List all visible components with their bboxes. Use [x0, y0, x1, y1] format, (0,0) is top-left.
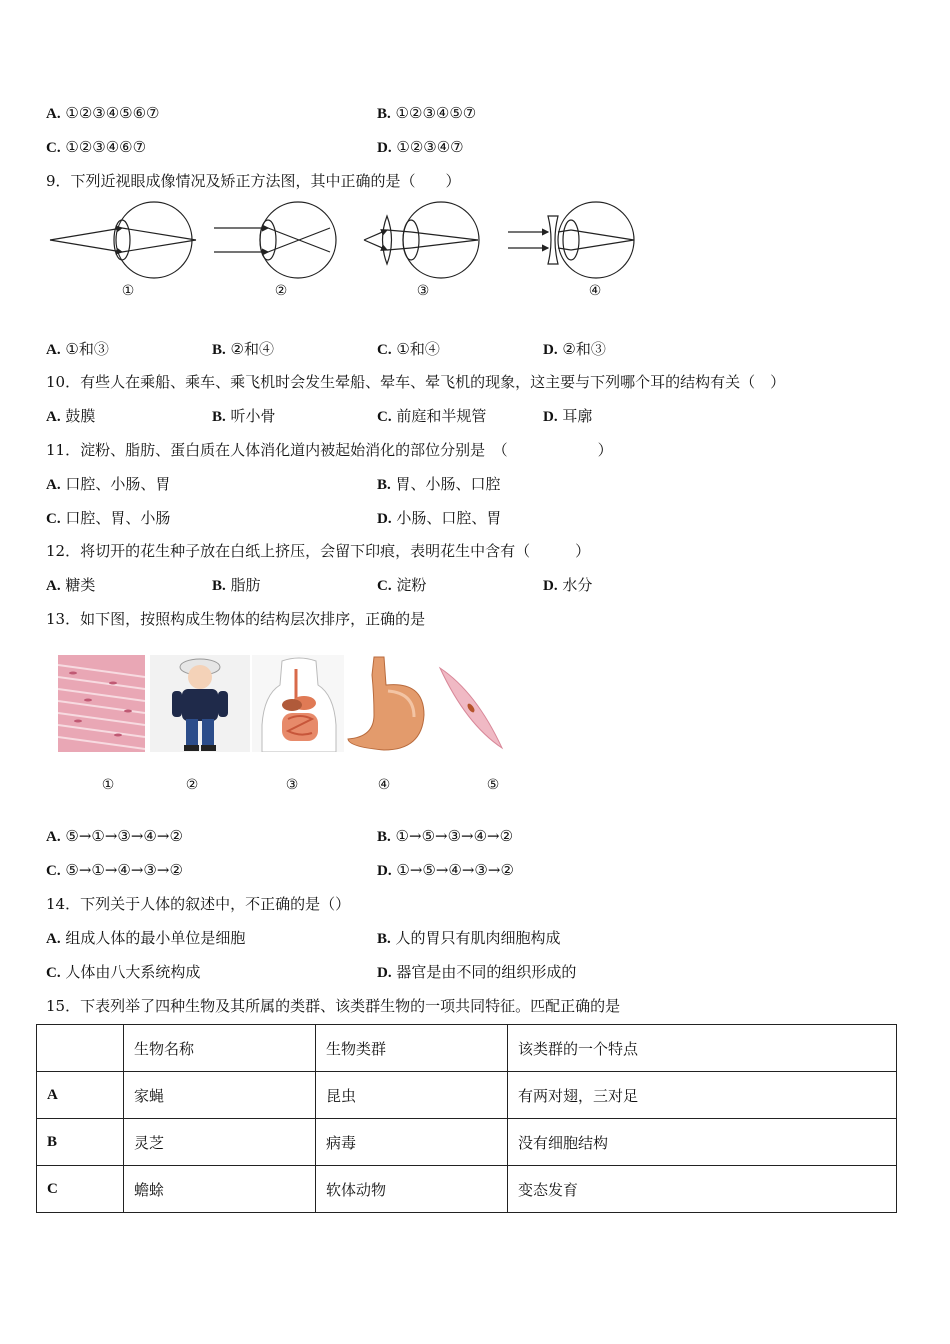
q9-stem: 9．下列近视眼成像情况及矫正方法图，其中正确的是（ ）	[46, 172, 461, 190]
q8-option-c: C. ①②③④⑥⑦	[46, 138, 147, 156]
q13-option-d: D. ①→⑤→④→③→②	[377, 861, 514, 879]
table-cell: 有两对翅，三对足	[508, 1072, 897, 1119]
q9-option-a: A. ①和③	[46, 340, 109, 358]
table-cell: 蟾蜍	[124, 1166, 316, 1213]
table-cell: 没有细胞结构	[508, 1119, 897, 1166]
table-cell: 家蝇	[124, 1072, 316, 1119]
q12-option-a: A. 糖类	[46, 576, 96, 594]
table-header-row	[37, 1025, 897, 1072]
q14-stem: 14．下列关于人体的叙述中，不正确的是（）	[46, 895, 351, 913]
q13-figure-label-1: ①	[101, 777, 115, 793]
table-header-cell	[37, 1025, 124, 1072]
table-cell: 病毒	[316, 1119, 508, 1166]
table-cell: A	[37, 1072, 124, 1119]
q9-option-b: B. ②和④	[212, 340, 274, 358]
q13-figure-label-2: ②	[185, 777, 199, 793]
q12-option-c: C. 淀粉	[377, 576, 427, 594]
q12-stem: 12．将切开的花生种子放在白纸上挤压，会留下印痕，表明花生中含有（ ）	[46, 542, 591, 560]
q9-figure-label-3: ③	[416, 283, 430, 299]
q10-option-b: B. 听小骨	[212, 407, 276, 425]
eye-diagram-4	[508, 202, 634, 278]
q14-option-a: A. 组成人体的最小单位是细胞	[46, 929, 246, 947]
table-cell: 软体动物	[316, 1166, 508, 1213]
muscle-cell-image	[436, 662, 506, 752]
child-image	[150, 655, 250, 752]
q10-stem: 10．有些人在乘船、乘车、乘飞机时会发生晕船、晕车、晕飞机的现象，这主要与下列哪个耳的结构有关（ ）	[46, 373, 786, 391]
q10-option-c: C. 前庭和半规管	[377, 407, 487, 425]
q10-option-a: A. 鼓膜	[46, 407, 96, 425]
q9-eye-diagrams	[46, 200, 646, 280]
q11-option-a: A. 口腔、小肠、胃	[46, 475, 171, 493]
q8-option-a: A. ①②③④⑤⑥⑦	[46, 104, 160, 122]
q14-option-d: D. 器官是由不同的组织形成的	[377, 963, 577, 981]
q12-option-b: B. 脂肪	[212, 576, 261, 594]
q9-figure-label-4: ④	[588, 283, 602, 299]
stomach-image	[344, 655, 430, 752]
table-cell: C	[37, 1166, 124, 1213]
table-header-cell: 生物类群	[316, 1025, 508, 1072]
q11-stem: 11．淀粉、脂肪、蛋白质在人体消化道内被起始消化的部位分别是 （ ）	[46, 441, 613, 459]
eye-diagram-2	[214, 202, 336, 278]
eye-diagram-1	[50, 202, 196, 278]
q11-option-b: B. 胃、小肠、口腔	[377, 475, 501, 493]
q14-option-c: C. 人体由八大系统构成	[46, 963, 201, 981]
table-header-cell: 生物名称	[124, 1025, 316, 1072]
table-cell: 昆虫	[316, 1072, 508, 1119]
q13-option-b: B. ①→⑤→③→④→②	[377, 827, 514, 845]
q11-option-c: C. 口腔、胃、小肠	[46, 509, 171, 527]
q9-option-c: C. ①和④	[377, 340, 440, 358]
table-row	[37, 1166, 897, 1213]
digestive-system-image	[252, 655, 346, 752]
q14-option-b: B. 人的胃只有肌肉细胞构成	[377, 929, 561, 947]
q13-figure-label-3: ③	[285, 777, 299, 793]
q9-figure-label-1: ①	[121, 283, 135, 299]
q10-option-d: D. 耳廓	[543, 407, 593, 425]
q9-figure-label-2: ②	[274, 283, 288, 299]
q15-table	[36, 1024, 897, 1213]
table-cell: 灵芝	[124, 1119, 316, 1166]
q11-option-d: D. 小肠、口腔、胃	[377, 509, 502, 527]
eye-diagram-3	[364, 202, 479, 278]
q12-option-d: D. 水分	[543, 576, 593, 594]
q13-option-c: C. ⑤→①→④→③→②	[46, 861, 183, 879]
table-cell: B	[37, 1119, 124, 1166]
q13-figure-label-4: ④	[377, 777, 391, 793]
q13-figure-label-5: ⑤	[486, 777, 500, 793]
q13-stem: 13．如下图，按照构成生物体的结构层次排序，正确的是	[46, 610, 426, 628]
q8-option-d: D. ①②③④⑦	[377, 138, 464, 156]
q15-stem: 15．下表列举了四种生物及其所属的类群、该类群生物的一项共同特征。匹配正确的是	[46, 997, 621, 1015]
muscle-tissue-image	[58, 655, 145, 752]
q9-option-d: D. ②和③	[543, 340, 606, 358]
table-cell: 变态发育	[508, 1166, 897, 1213]
q13-option-a: A. ⑤→①→③→④→②	[46, 827, 183, 845]
table-row	[37, 1072, 897, 1119]
q8-option-b: B. ①②③④⑤⑦	[377, 104, 477, 122]
table-header-cell: 该类群的一个特点	[508, 1025, 897, 1072]
table-row	[37, 1119, 897, 1166]
